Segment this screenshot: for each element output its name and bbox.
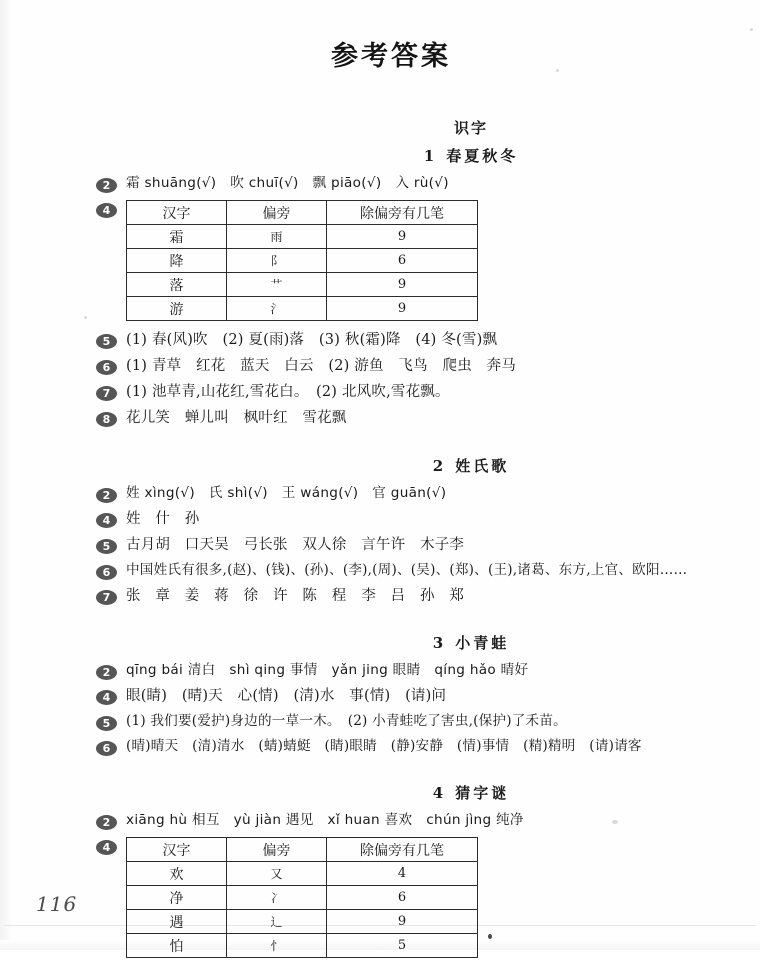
page-title: 参考答案 [331, 41, 451, 72]
item-text: 花儿笑 蝉儿叫 枫叶红 雪花飘 [126, 410, 347, 427]
item-text: 张 章 姜 蒋 徐 许 陈 程 李 吕 孙 郑 [126, 587, 465, 604]
column-header-character: 汉字 [127, 838, 227, 862]
cell-stroke-count: 5 [327, 934, 478, 958]
item-badge: 2 [96, 178, 117, 193]
section-gap [96, 436, 716, 449]
cell-radical: 艹 [227, 273, 327, 297]
answer-row [96, 331, 716, 350]
item-text: (1) 青草 红花 蓝天 白云 (2) 游鱼 飞鸟 爬虫 奔马 [126, 358, 516, 375]
item-badge: 5 [96, 716, 117, 731]
table-row [127, 297, 478, 321]
cell-radical: 雨 [227, 225, 327, 249]
cell-stroke-count: 4 [327, 862, 478, 886]
unit-heading: 识字 [453, 119, 488, 137]
table-row [127, 225, 478, 249]
cell-radical: 忄 [227, 934, 327, 958]
page-number: 116 [36, 892, 78, 916]
answer-row [96, 687, 716, 706]
item-text: 眼(睛) (晴)天 心(情) (清)水 事(情) (请)问 [126, 687, 447, 704]
lesson-section-2 [96, 455, 716, 606]
answer-row [96, 485, 716, 503]
radical-stroke-table-1 [126, 200, 478, 321]
cell-character: 怕 [127, 934, 227, 958]
column-header-stroke-count: 除偏旁有几笔 [327, 838, 478, 862]
answer-row [96, 536, 716, 555]
cell-stroke-count: 6 [327, 886, 478, 910]
item-text: (1) 我们要(爱护)身边的一草一木。 (2) 小青蛙吃了害虫,(保护)了禾苗。 [126, 713, 567, 729]
cell-stroke-count: 6 [327, 249, 478, 273]
column-header-radical: 偏旁 [227, 201, 327, 225]
table-header-row [127, 838, 478, 862]
column-header-character: 汉字 [127, 201, 227, 225]
lesson-number-3: 3 [432, 633, 444, 652]
cell-character: 游 [127, 297, 227, 321]
answer-key-content [96, 34, 716, 968]
item-badge: 2 [96, 815, 117, 830]
answer-row [96, 738, 716, 756]
item-badge: 4 [96, 203, 117, 218]
answer-row [96, 383, 716, 402]
cell-character: 霜 [127, 225, 227, 249]
cell-radical: 冫 [227, 886, 327, 910]
cell-stroke-count: 9 [327, 273, 478, 297]
answer-table-wrap [96, 200, 716, 321]
item-text: (1) 春(风)吹 (2) 夏(雨)落 (3) 秋(霜)降 (4) 冬(雪)飘 [126, 332, 498, 348]
item-badge: 6 [96, 741, 117, 756]
scan-speck [84, 316, 87, 319]
table-header-row [127, 201, 478, 225]
item-badge: 7 [96, 590, 117, 605]
item-badge: 2 [96, 488, 117, 503]
table-row [127, 862, 478, 886]
answer-row [96, 812, 716, 830]
column-header-stroke-count: 除偏旁有几笔 [327, 201, 478, 225]
cell-stroke-count: 9 [327, 225, 478, 249]
item-badge: 6 [96, 565, 117, 580]
answer-row [96, 510, 716, 529]
item-badge: 4 [96, 690, 117, 705]
lesson-number-4: 4 [432, 784, 444, 802]
item-text: qīng bái 清白 shì qing 事情 yǎn jing 眼睛 qíng hǎo 晴好 [126, 661, 529, 678]
scan-speck [750, 28, 753, 31]
section-gap [96, 763, 716, 776]
item-badge: 7 [96, 386, 117, 401]
answer-row [96, 713, 716, 731]
item-badge: 4 [96, 840, 117, 855]
item-text: (1) 池草青,山花红,雪花白。 (2) 北风吹,雪花飘。 [126, 384, 450, 401]
item-badge: 8 [96, 412, 117, 427]
cell-character: 遇 [127, 910, 227, 934]
lesson-title-4: 猜字谜 [455, 784, 510, 802]
item-text: 古月胡 口天吴 弓长张 双人徐 言午许 木子李 [126, 536, 465, 553]
item-badge: 2 [96, 665, 117, 680]
cell-radical: 又 [227, 862, 327, 886]
cell-character: 欢 [127, 862, 227, 886]
page-left-edge-shading [0, 0, 14, 950]
lesson-heading-2 [226, 455, 716, 476]
lesson-section-3 [96, 632, 716, 756]
lesson-title-1: 春夏秋冬 [446, 147, 519, 165]
cell-stroke-count: 9 [327, 297, 478, 321]
lesson-number-1: 1 [423, 147, 435, 165]
item-badge: 4 [96, 513, 117, 528]
table-row [127, 273, 478, 297]
answer-row [96, 175, 716, 193]
cell-character: 降 [127, 249, 227, 273]
answer-row [96, 587, 716, 606]
item-text: 姓 xìng(√) 氏 shì(√) 王 wáng(√) 官 guān(√) [126, 484, 447, 501]
answer-row [96, 357, 716, 376]
column-header-radical: 偏旁 [227, 838, 327, 862]
lesson-heading-4 [226, 782, 716, 803]
lesson-heading-3 [226, 632, 716, 653]
item-badge: 5 [96, 334, 117, 349]
lesson-title-2: 姓氏歌 [455, 456, 510, 475]
cell-stroke-count: 9 [327, 910, 478, 934]
item-badge: 6 [96, 360, 117, 375]
table-row [127, 910, 478, 934]
item-badge: 5 [96, 539, 117, 554]
cell-character: 落 [127, 273, 227, 297]
answer-table-wrap [96, 837, 716, 958]
table-row [127, 886, 478, 910]
lesson-section-4 [96, 782, 716, 958]
lesson-heading-1 [226, 145, 716, 166]
section-gap [96, 613, 716, 626]
cell-radical: 阝 [227, 249, 327, 273]
item-text: xiāng hù 相互 yù jiàn 遇见 xǐ huan 喜欢 chún jìng 纯净 [126, 812, 524, 828]
item-text: 霜 shuāng(√) 吹 chuī(√) 飘 piāo(√) 入 rù(√) [126, 175, 449, 191]
cell-radical: 氵 [227, 297, 327, 321]
cell-radical: 辶 [227, 910, 327, 934]
table-row [127, 249, 478, 273]
item-text: 中国姓氏有很多,(赵)、(钱)、(孙)、(李),(周)、(吴)、(郑)、(王),诸葛、东方,上官、欧阳…… [126, 561, 688, 578]
item-text: 姓 什 孙 [126, 510, 200, 527]
lesson-number-2: 2 [432, 456, 444, 475]
item-text: (晴)晴天 (清)清水 (蜻)蜻蜓 (睛)眼睛 (静)安静 (情)事情 (精)精明 (请)请客 [126, 738, 642, 754]
cell-character: 净 [127, 886, 227, 910]
lesson-title-3: 小青蛙 [455, 633, 510, 652]
answer-row [96, 662, 716, 680]
table-row [127, 934, 478, 958]
lesson-section-1 [96, 145, 716, 429]
answer-row [96, 409, 716, 428]
radical-stroke-table-2 [126, 837, 478, 958]
answer-row [96, 562, 716, 580]
